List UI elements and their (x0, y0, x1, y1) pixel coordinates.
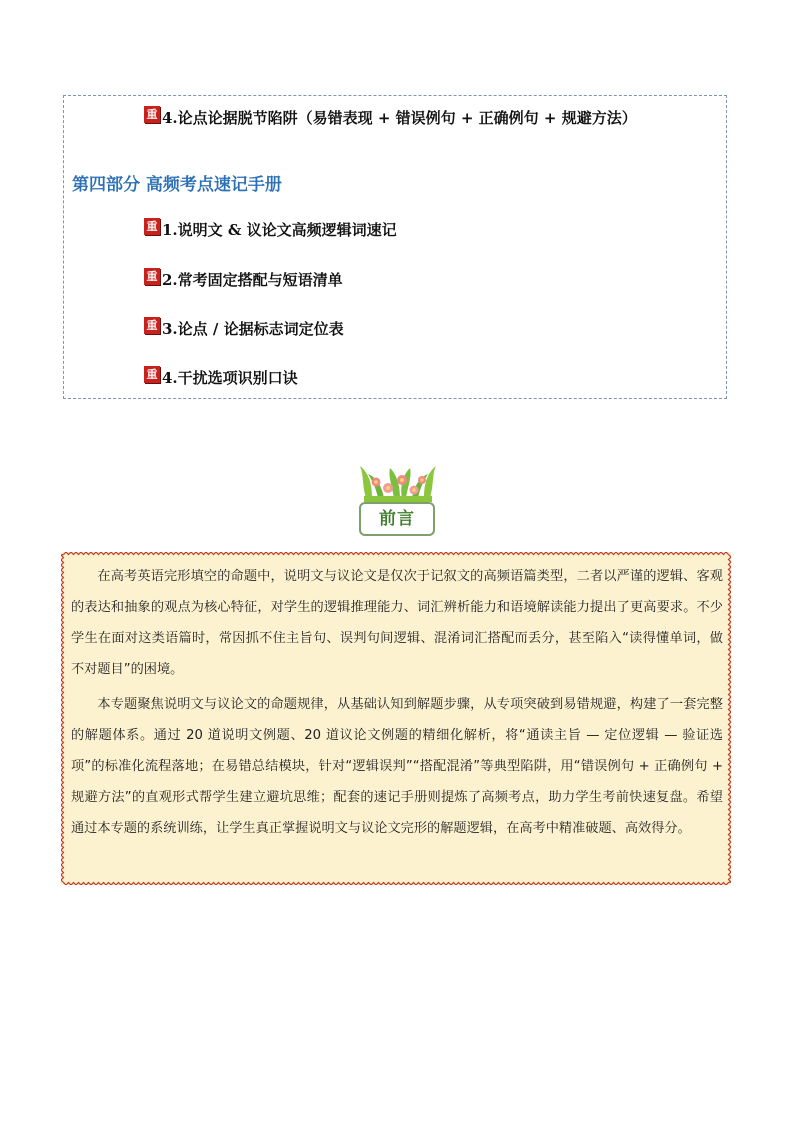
preface-heading: 前言 (359, 502, 435, 536)
preface-paragraph: 本专题聚焦说明文与议论文的命题规律，从基础认知到解题步骤，从专项突破到易错规避，构建了一套完整的解题体系。通过 20 道说明文例题、20 道议论文例题的精细化解析，将“通读主旨 — 定位逻辑 — 验证选项”的标准化流程落地；在易错总结模块，针对“逻辑误判”“搭配混淆”等典型陷阱，用“错误例句 + 正确例句 + 规避方法”的直观形式帮学生建立避坑思维；配套的速记手册则提炼了高频考点，助力学生考前快速复盘。希望通过本专题的系统训练，让学生真正掌握说明文与议论文完形的解题逻辑，在高考中精准破题、高效得分。 (71, 697, 723, 836)
toc-item-label: 4.干扰选项识别口诀 (162, 369, 298, 387)
key-badge-icon: 重 (144, 317, 160, 334)
preface-paragraph: 在高考英语完形填空的命题中，说明文与议论文是仅次于记叙文的高频语篇类型，二者以严谨的逻辑、客观的表达和抽象的观点为核心特征，对学生的逻辑推理能力、词汇辨析能力和语境解读能力提出了更高要求。不少学生在面对这类语篇时，常因抓不住主旨句、误判句间逻辑、混淆词汇搭配而丢分，甚至陷入“读得懂单词，做不对题目”的困境。 (71, 569, 723, 677)
key-badge-icon: 重 (144, 268, 160, 285)
flower-bush-icon (358, 462, 438, 502)
preface-text (71, 561, 723, 848)
toc-item-label: 1.说明文 & 议论文高频逻辑词速记 (162, 221, 397, 239)
toc-item-part4-3[interactable] (144, 318, 344, 339)
toc-item-part3-4[interactable] (144, 107, 637, 128)
key-badge-icon: 重 (144, 218, 160, 235)
toc-item-part4-4[interactable] (144, 367, 298, 388)
toc-item-label: 2.常考固定搭配与短语清单 (162, 271, 343, 289)
toc-item-part4-2[interactable] (144, 269, 343, 290)
preface-box (61, 552, 731, 885)
key-badge-icon: 重 (144, 366, 160, 383)
toc-item-label: 4.论点论据脱节陷阱（易错表现 + 错误例句 + 正确例句 + 规避方法） (162, 109, 637, 127)
part4-title: 第四部分 高频考点速记手册 (72, 175, 282, 195)
toc-item-label: 3.论点 / 论据标志词定位表 (162, 320, 344, 338)
key-badge-icon: 重 (144, 106, 160, 123)
toc-item-part4-1[interactable] (144, 219, 397, 240)
table-of-contents-box (63, 95, 727, 399)
